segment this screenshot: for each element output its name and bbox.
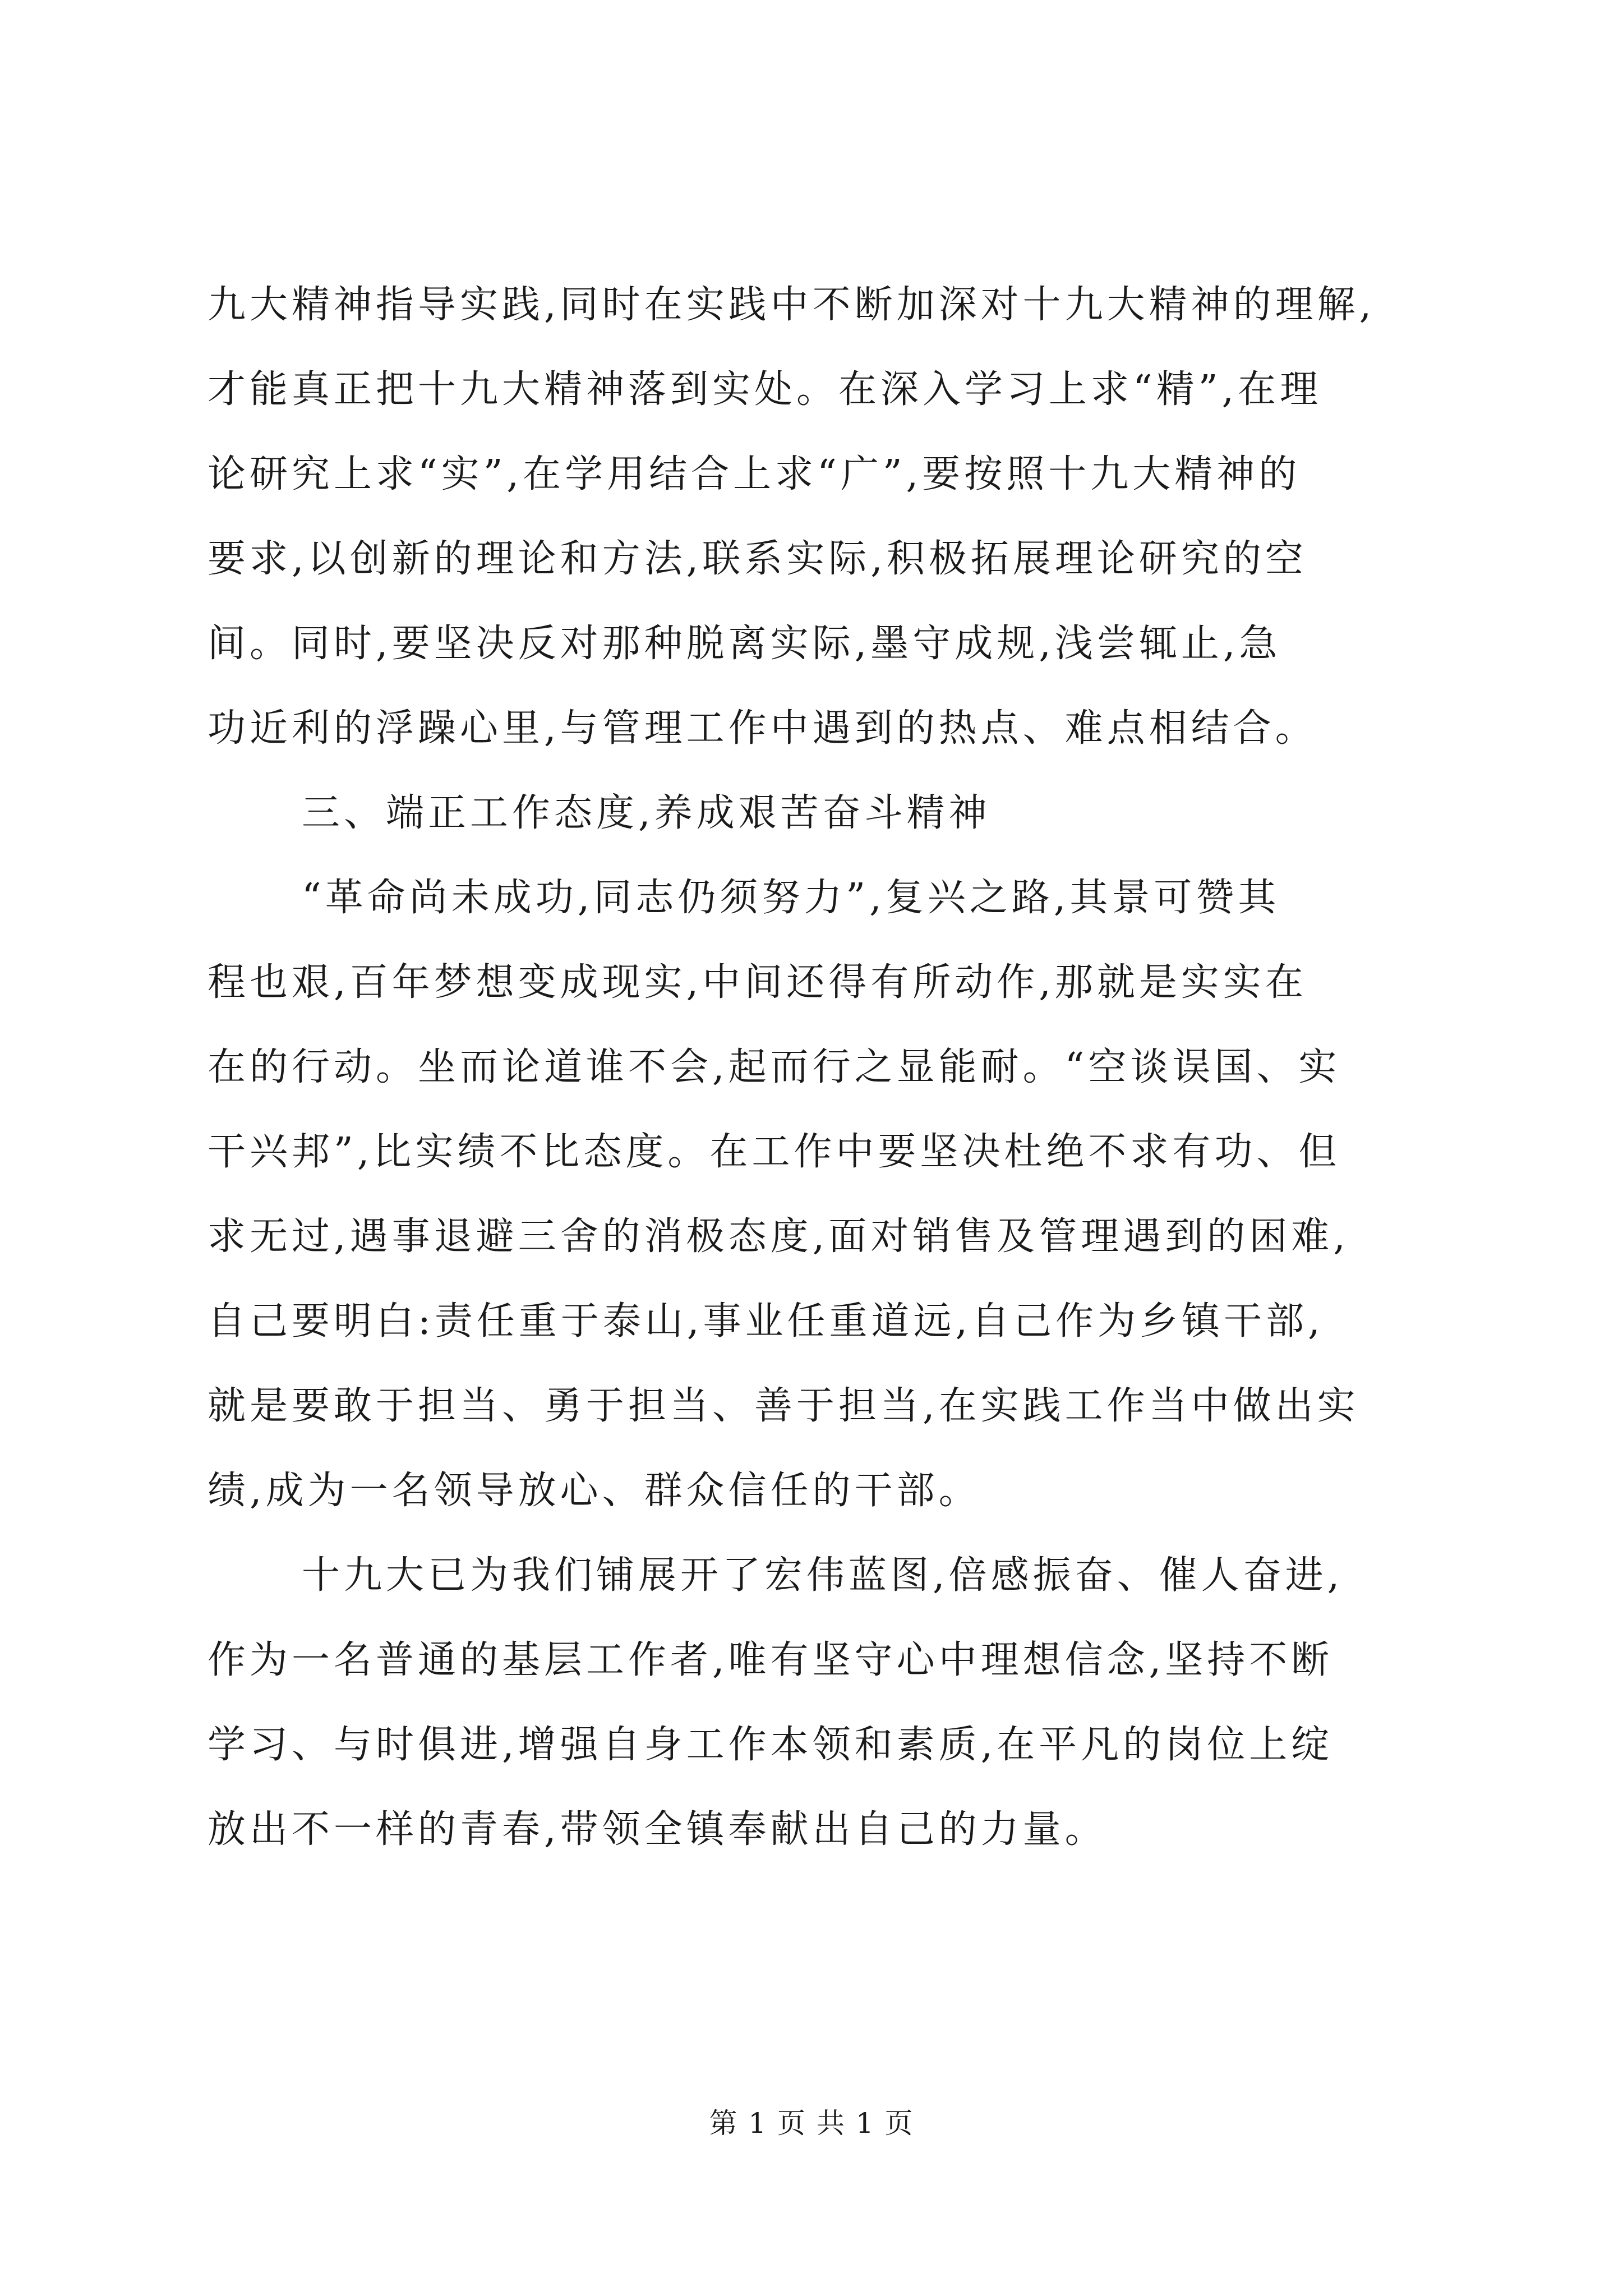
paragraph-first-line: 十九大已为我们铺展开了宏伟蓝图,倍感振奋、催人奋进, — [302, 1553, 1344, 1598]
text-line: 功近利的浮躁心里,与管理工作中遇到的热点、难点相结合。 — [208, 706, 1317, 751]
text-line: 放出不一样的青春,带领全镇奉献出自己的力量。 — [208, 1807, 1107, 1852]
section-heading: 三、端正工作态度,养成艰苦奋斗精神 — [302, 791, 991, 835]
text-line: 作为一名普通的基层工作者,唯有坚守心中理想信念,坚持不断 — [208, 1638, 1334, 1682]
text-line: 论研究上求“实”,在学用结合上求“广”,要按照十九大精神的 — [208, 452, 1301, 496]
text-line: 要求,以创新的理论和方法,联系实际,积极拓展理论研究的空 — [208, 537, 1307, 581]
paragraph-first-line: “革命尚未成功,同志仍须努力”,复兴之路,其景可赞其 — [302, 876, 1280, 920]
text-line: 间。同时,要坚决反对那种脱离实际,墨守成规,浅尝辄止,急 — [208, 622, 1281, 666]
text-line: 才能真正把十九大精神落到实处。在深入学习上求“精”,在理 — [208, 367, 1322, 412]
text-line: 求无过,遇事退避三舍的消极态度,面对销售及管理遇到的困难, — [208, 1214, 1349, 1259]
page-number-footer: 第 1 页 共 1 页 — [709, 2107, 914, 2139]
text-line: 绩,成为一名领导放心、群众信任的干部。 — [208, 1469, 981, 1513]
document-body — [208, 263, 1469, 1872]
text-line: 自己要明白:责任重于泰山,事业任重道远,自己作为乡镇干部, — [208, 1299, 1324, 1343]
text-line: 在的行动。坐而论道谁不会,起而行之显能耐。“空谈误国、实 — [208, 1045, 1341, 1089]
text-line: 程也艰,百年梦想变成现实,中间还得有所动作,那就是实实在 — [208, 960, 1307, 1005]
text-line: 九大精神指导实践,同时在实践中不断加深对十九大精神的理解, — [208, 283, 1376, 327]
text-line: 学习、与时俱进,增强自身工作本领和素质,在平凡的岗位上绽 — [208, 1723, 1334, 1767]
text-line: 干兴邦”,比实绩不比态度。在工作中要坚决杜绝不求有功、但 — [208, 1130, 1341, 1174]
text-line: 就是要敢于担当、勇于担当、善于担当,在实践工作当中做出实 — [208, 1384, 1359, 1428]
